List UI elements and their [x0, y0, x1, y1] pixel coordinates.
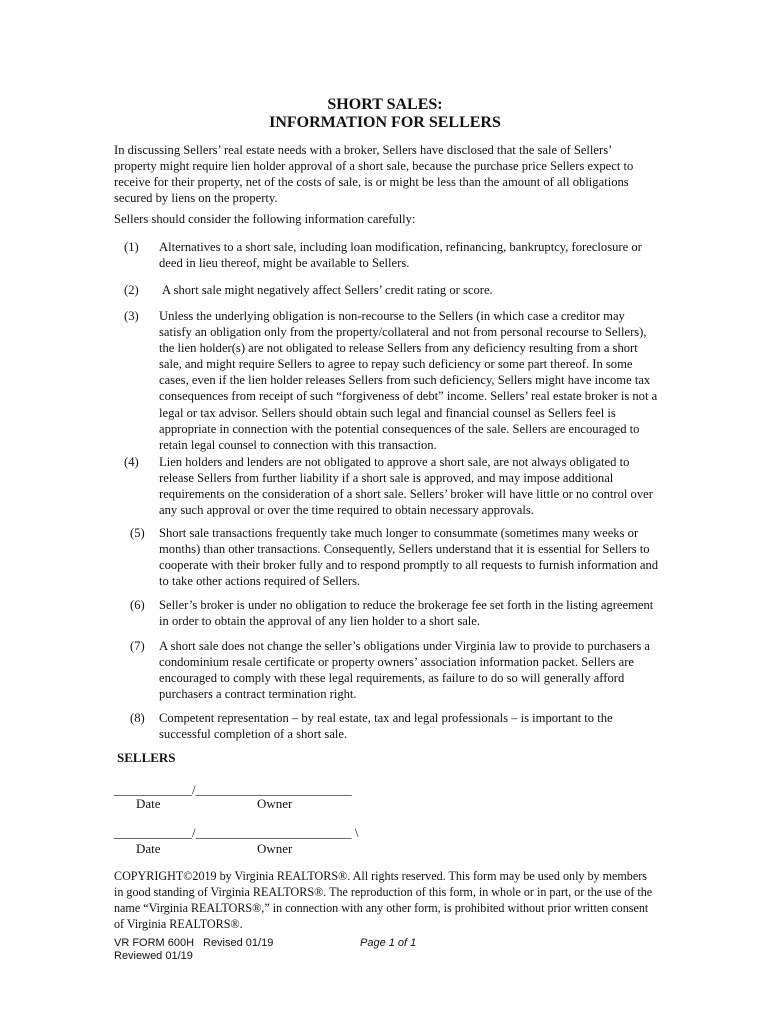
- page-number: Page 1 of 1: [360, 937, 417, 949]
- list-item-text: Short sale transactions frequently take much longer to consummate (sometimes many weeks or months) than other transactions. Consequently, Sellers understand that it is essential for Sellers to cooperate with their broker fully and to respond promptly to all requests to furnish information and to take other actions required of Sellers.: [159, 526, 659, 589]
- signature-line[interactable]: ____________/________________________ \: [114, 825, 359, 840]
- reviewed-date: Reviewed 01/19: [114, 950, 193, 962]
- list-item-number: (8): [130, 711, 145, 725]
- document-title-line1: SHORT SALES:: [327, 96, 443, 113]
- list-item-number: (4): [124, 455, 139, 469]
- sellers-heading: SELLERS: [117, 750, 176, 765]
- list-item-number: (6): [130, 598, 145, 612]
- document-title-line2: INFORMATION FOR SELLERS: [269, 114, 501, 131]
- list-item-text: Alternatives to a short sale, including loan modification, refinancing, bankruptcy, foreclosure or deed in lieu thereof, might be available to Sellers.: [159, 240, 642, 271]
- list-item-text: Lien holders and lenders are not obligated to approve a short sale, are not always obligated to release Sellers from further liability if a short sale is approved, and may impose additional requirements on the consideration of a short sale. Sellers’ broker will have little or no control over any such approval or over the time required to obtain necessary approvals.: [159, 455, 653, 518]
- owner-label: Owner: [257, 841, 293, 856]
- form-number: VR FORM 600H: [114, 937, 195, 949]
- owner-label: Owner: [257, 796, 293, 811]
- copyright-notice: COPYRIGHT©2019 by Virginia REALTORS®. All rights reserved. This form may be used only by members in good standing of Virginia REALTORS®. The reproduction of this form, in whole or in part, or the use of the name “Virginia REALTORS®,” in connection with any other form, is prohibited without prior written consent of Virginia REALTORS®.: [114, 869, 653, 931]
- revised-date: Revised 01/19: [203, 937, 274, 949]
- list-item-text: Unless the underlying obligation is non-recourse to the Sellers (in which case a creditor may satisfy an obligation only from the property/collateral and not from personal recourse to Sellers), the lien holder(s) are not obligated to release Sellers from any deficiency resulting from a short sale, and might require Sellers to agree to repay such deficiency or some part thereof. In some cases, even if the lien holder releases Sellers from such deficiency, Sellers might have income tax consequences from receipt of such “forgiveness of debt” income. Sellers’ real estate broker is not a legal or tax advisor. Sellers should obtain such legal and financial counsel as Sellers feel is appropriate in connection with the potential consequences of the sale. Sellers are encouraged to retain legal counsel to connection with this transaction.: [159, 309, 658, 452]
- list-item-number: (3): [124, 309, 139, 323]
- list-item-number: (5): [130, 526, 145, 540]
- date-label: Date: [136, 841, 161, 856]
- consider-paragraph: Sellers should consider the following information carefully:: [114, 212, 416, 226]
- date-label: Date: [136, 796, 161, 811]
- list-item-text: A short sale might negatively affect Sellers’ credit rating or score.: [162, 283, 493, 297]
- list-item-number: (2): [124, 283, 139, 297]
- list-item-number: (7): [130, 639, 145, 653]
- list-item-number: (1): [124, 240, 139, 254]
- list-item-text: Competent representation – by real estate, tax and legal professionals – is important to the successful completion of a short sale.: [159, 711, 613, 742]
- list-item-text: Seller’s broker is under no obligation to reduce the brokerage fee set forth in the listing agreement in order to obtain the approval of any lien holder to a short sale.: [159, 598, 654, 629]
- signature-line[interactable]: ____________/________________________: [114, 782, 352, 797]
- list-item-text: A short sale does not change the seller’s obligations under Virginia law to provide to purchasers a condominium resale certificate or property owners’ association information packet. Sellers are encouraged to comply with these legal requirements, as failure to do so will generally afford purchasers a contract termination right.: [159, 639, 650, 702]
- intro-paragraph: In discussing Sellers’ real estate needs with a broker, Sellers have disclosed that the sale of Sellers’ property might require lien holder approval of a short sale, because the purchase price Sellers expect to receive for their property, net of the costs of sale, is or might be less than the amount of all obligations secured by liens on the property.: [114, 143, 634, 206]
